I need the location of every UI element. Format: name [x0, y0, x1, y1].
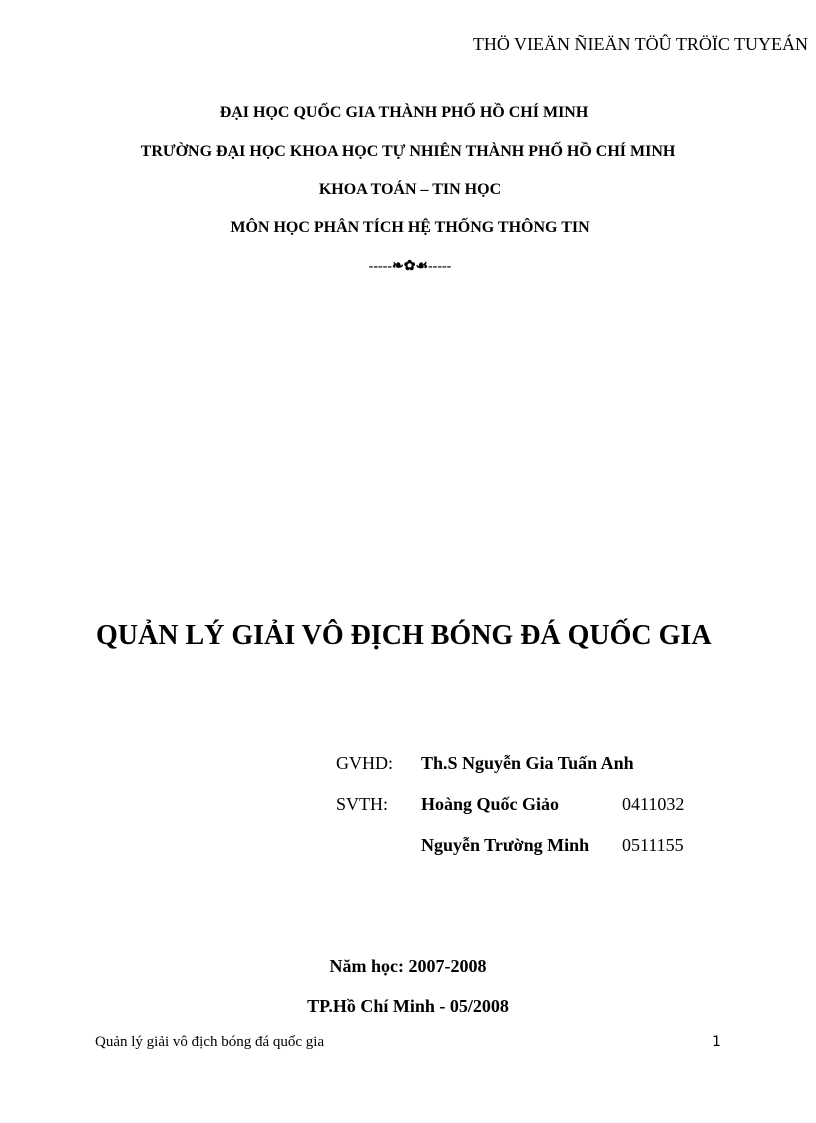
document-title: QUẢN LÝ GIẢI VÔ ĐỊCH BÓNG ĐÁ QUỐC GIA: [96, 620, 712, 651]
school-name: TRƯỜNG ĐẠI HỌC KHOA HỌC TỰ NHIÊN THÀNH PHỐ HỒ CHÍ MINH: [140, 143, 676, 160]
library-header: THÖ VIEÄN ÑIEÄN TÖÛ TRÖÏC TUYEÁN: [472, 34, 808, 54]
school-year: Năm học: 2007-2008: [329, 956, 487, 976]
ornament-divider: -----❧✿☙-----: [368, 259, 452, 274]
student-id: 0511155: [622, 835, 684, 855]
faculty-name: KHOA TOÁN – TIN HỌC: [318, 181, 502, 198]
advisor-role-label: GVHD:: [336, 753, 393, 773]
university-name: ĐẠI HỌC QUỐC GIA THÀNH PHỐ HỒ CHÍ MINH: [219, 104, 589, 121]
course-name: MÔN HỌC PHÂN TÍCH HỆ THỐNG THÔNG TIN: [230, 219, 590, 236]
student-name: Hoàng Quốc Giảo: [421, 794, 560, 814]
advisor-name: Th.S Nguyễn Gia Tuấn Anh: [421, 753, 634, 773]
students-role-label: SVTH:: [336, 794, 389, 814]
city-date: TP.Hồ Chí Minh - 05/2008: [307, 996, 509, 1016]
footer-text: Quản lý giải vô địch bóng đá quốc gia: [95, 1034, 325, 1050]
page-number: 1: [712, 1034, 721, 1050]
student-id: 0411032: [622, 794, 685, 814]
student-name: Nguyễn Trường Minh: [421, 835, 590, 855]
